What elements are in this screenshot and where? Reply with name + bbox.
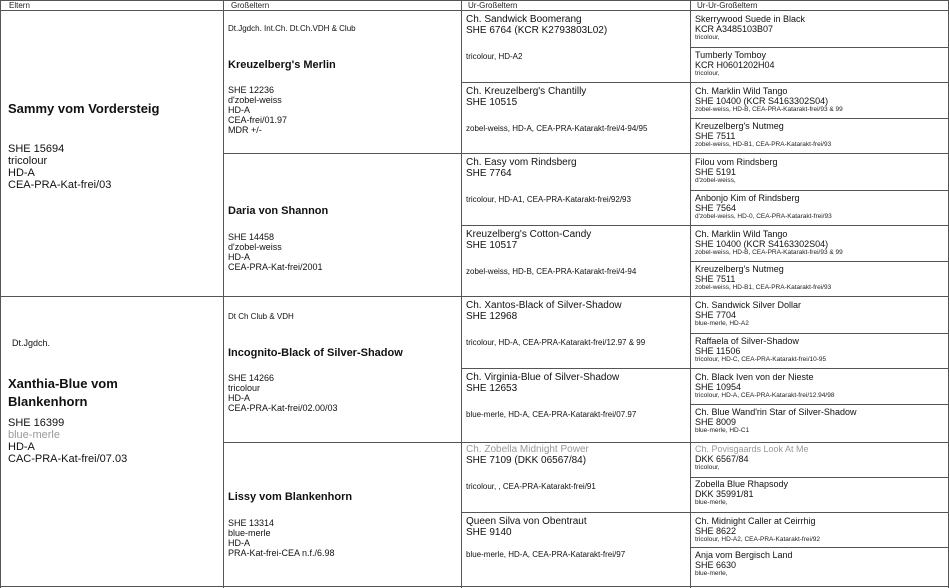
grandparent-detail: SHE 14266 bbox=[228, 373, 275, 383]
ggp-name: Ch. Virginia-Blue of Silver-Shadow bbox=[466, 372, 620, 383]
header-great-great-grandparents: Ur-Ur-Großeltern bbox=[697, 1, 758, 10]
grandparent-detail: CEA-frei/01.97 bbox=[228, 115, 288, 125]
gggp-registration: KCR H0601202H04 bbox=[695, 60, 775, 70]
great-great-grandparent-entry bbox=[695, 229, 947, 257]
ggp-name: Queen Silva von Obentraut bbox=[466, 516, 587, 527]
great-great-grandparent-entry bbox=[695, 157, 947, 185]
header-great-grandparents: Ur-Großeltern bbox=[468, 1, 518, 10]
ggp-registration: SHE 6764 (KCR K2793803L02) bbox=[466, 25, 608, 36]
gggp-name: Zobella Blue Rhapsody bbox=[695, 479, 789, 489]
grandparent-detail: tricolour bbox=[228, 383, 261, 393]
great-grandparent-entry bbox=[466, 444, 688, 466]
gggp-divider bbox=[690, 47, 949, 48]
gggp-name: Ch. Marklin Wild Tango bbox=[695, 229, 788, 239]
gggp-divider bbox=[690, 261, 949, 262]
gggp-info: blue-merle, HD-A2 bbox=[695, 320, 749, 327]
gggp-info: tricolour, HD-A2, CEA-PRA-Katarakt-frei/92 bbox=[695, 536, 820, 543]
gggp-registration: SHE 10954 bbox=[695, 382, 742, 392]
gggp-divider bbox=[690, 333, 949, 334]
gp-divider-3 bbox=[223, 442, 949, 443]
gggp-info: zobel-weiss, HD-B1, CEA-PRA-Katarakt-frei/93 bbox=[695, 141, 832, 148]
header-grandparents: Großeltern bbox=[231, 1, 270, 10]
great-great-grandparent-entry bbox=[695, 407, 947, 435]
parent-detail: SHE 16399 bbox=[8, 417, 65, 429]
ggp-name: Ch. Xantos-Black of Silver-Shadow bbox=[466, 300, 622, 311]
gggp-name: Raffaela of Silver-Shadow bbox=[695, 336, 799, 346]
gggp-registration: SHE 7511 bbox=[695, 274, 736, 284]
gggp-name: Ch. Blue Wand'rin Star of Silver-Shadow bbox=[695, 407, 857, 417]
ggp-registration: SHE 7764 bbox=[466, 168, 512, 179]
great-great-grandparent-entry bbox=[695, 372, 947, 400]
ggp-info: blue-merle, HD-A, CEA-PRA-Katarakt-frei/97 bbox=[466, 550, 626, 559]
great-great-grandparent-entry bbox=[695, 264, 947, 292]
gggp-name: Ch. Sandwick Silver Dollar bbox=[695, 300, 802, 310]
col-divider-1 bbox=[0, 0, 1, 588]
gggp-info: tricolour, bbox=[695, 34, 720, 41]
ggp-info: zobel-weiss, HD-A, CEA-PRA-Katarakt-frei/4-94/95 bbox=[466, 124, 648, 133]
ggp-name: Ch. Kreuzelberg's Chantilly bbox=[466, 86, 587, 97]
gggp-registration: SHE 8009 bbox=[695, 417, 737, 427]
ggp-divider bbox=[461, 225, 949, 226]
ggp-name: Kreuzelberg's Cotton-Candy bbox=[466, 229, 592, 240]
gggp-name: Kreuzelberg's Nutmeg bbox=[695, 121, 784, 131]
gggp-registration: SHE 7564 bbox=[695, 203, 737, 213]
col-divider-2 bbox=[223, 0, 224, 588]
gggp-info: zobel-weiss, HD-B1, CEA-PRA-Katarakt-frei/93 bbox=[695, 284, 832, 291]
gggp-info: zobel-weiss, HD-B, CEA-PRA-Katarakt-frei/93 & 99 bbox=[695, 249, 843, 256]
gggp-name: Ch. Povisgaards Look At Me bbox=[695, 444, 809, 454]
grandparent-4 bbox=[228, 492, 458, 558]
grandparent-name: Daria von Shannon bbox=[228, 206, 329, 217]
gggp-name: Anja vom Bergisch Land bbox=[695, 550, 793, 560]
grandparent-detail: HD-A bbox=[228, 252, 250, 262]
gggp-registration: SHE 10400 (KCR S4163302S04) bbox=[695, 239, 829, 249]
grandparent-title: Dt.Jgdch. Int.Ch. Dt.Ch.VDH & Club bbox=[228, 24, 356, 33]
gggp-divider bbox=[690, 190, 949, 191]
ggp-info: tricolour, HD-A1, CEA-PRA-Katarakt-frei/92/93 bbox=[466, 195, 631, 204]
gggp-registration: SHE 7704 bbox=[695, 310, 737, 320]
parent-detail: SHE 15694 bbox=[8, 143, 65, 155]
grandparent-detail: CEA-PRA-Kat-frei/02.00/03 bbox=[228, 403, 338, 413]
gggp-info: d'zobel-weiss, bbox=[695, 177, 736, 184]
ggp-divider bbox=[461, 368, 949, 369]
gggp-divider bbox=[690, 477, 949, 478]
grandparent-detail: SHE 14458 bbox=[228, 232, 275, 242]
gggp-registration: DKK 6567/84 bbox=[695, 454, 749, 464]
gggp-info: tricolour, HD-A, CEA-PRA-Katarakt-frei/12.94/98 bbox=[695, 392, 835, 399]
ggp-info: tricolour, , CEA-PRA-Katarakt-frei/91 bbox=[466, 482, 596, 491]
ggp-info: blue-merle, HD-A, CEA-PRA-Katarakt-frei/07.97 bbox=[466, 410, 637, 419]
gggp-registration: DKK 35991/81 bbox=[695, 489, 754, 499]
parent-sire bbox=[8, 100, 220, 191]
great-great-grandparent-entry bbox=[695, 336, 947, 364]
great-great-grandparent-entry bbox=[695, 193, 947, 221]
parent-detail: tricolour bbox=[8, 155, 48, 167]
col-divider-3 bbox=[461, 0, 462, 588]
grandparent-name: Lissy vom Blankenhorn bbox=[228, 492, 353, 503]
ggp-registration: SHE 12968 bbox=[466, 311, 518, 322]
ggp-registration: SHE 10517 bbox=[466, 240, 518, 251]
gggp-name: Ch. Black Iven von der Nieste bbox=[695, 372, 814, 382]
grandparent-detail: HD-A bbox=[228, 105, 250, 115]
ggp-name: Ch. Sandwick Boomerang bbox=[466, 14, 582, 25]
parent-detail: blue-merle bbox=[8, 429, 60, 441]
gp-divider-1 bbox=[223, 153, 949, 154]
ggp-registration: SHE 9140 bbox=[466, 527, 512, 538]
parent-detail: HD-A bbox=[8, 441, 35, 453]
great-grandparent-entry bbox=[466, 372, 688, 394]
great-great-grandparent-entry bbox=[695, 444, 947, 472]
great-great-grandparent-entry bbox=[695, 516, 947, 544]
grandparent-3 bbox=[228, 312, 458, 413]
gggp-registration: SHE 10400 (KCR S4163302S04) bbox=[695, 96, 829, 106]
gggp-name: Ch. Midnight Caller at Ceirrhig bbox=[695, 516, 816, 526]
ggp-registration: SHE 12653 bbox=[466, 383, 518, 394]
ggp-name: Ch. Zobella Midnight Power bbox=[466, 444, 589, 455]
grandparent-2 bbox=[228, 206, 458, 272]
great-grandparent-entry bbox=[466, 86, 688, 108]
ggp-divider bbox=[461, 512, 949, 513]
gggp-divider bbox=[690, 404, 949, 405]
ggp-info: tricolour, HD-A2 bbox=[466, 52, 523, 61]
ggp-registration: SHE 10515 bbox=[466, 97, 518, 108]
gggp-name: Kreuzelberg's Nutmeg bbox=[695, 264, 784, 274]
ggp-divider bbox=[461, 82, 949, 83]
great-grandparent-entry bbox=[466, 516, 688, 538]
grandparent-title: Dt Ch Club & VDH bbox=[228, 312, 294, 321]
gggp-name: Skerrywood Suede in Black bbox=[695, 14, 806, 24]
gggp-divider bbox=[690, 547, 949, 548]
grandparent-name: Kreuzelberg's Merlin bbox=[228, 59, 336, 71]
great-great-grandparent-entry bbox=[695, 300, 947, 328]
gggp-info: blue-merle, bbox=[695, 499, 728, 506]
gggp-registration: SHE 5191 bbox=[695, 167, 737, 177]
grandparent-detail: blue-merle bbox=[228, 528, 271, 538]
great-great-grandparent-entry bbox=[695, 14, 947, 42]
gggp-registration: SHE 8622 bbox=[695, 526, 737, 536]
gggp-info: blue-merle, HD-C1 bbox=[695, 427, 750, 434]
grandparent-detail: SHE 12236 bbox=[228, 85, 275, 95]
parent-detail: HD-A bbox=[8, 167, 35, 179]
great-grandparent-entry bbox=[466, 157, 688, 179]
parent-detail: CEA-PRA-Kat-frei/03 bbox=[8, 179, 112, 191]
great-great-grandparent-entry bbox=[695, 50, 947, 78]
ggp-name: Ch. Easy vom Rindsberg bbox=[466, 157, 577, 168]
parent-title: Dt.Jgdch. bbox=[12, 338, 51, 348]
ggp-info: tricolour, HD-A, CEA-PRA-Katarakt-frei/12.97 & 99 bbox=[466, 338, 646, 347]
parent-divider bbox=[0, 296, 949, 297]
grandparent-1 bbox=[228, 24, 458, 135]
great-great-grandparent-entry bbox=[695, 479, 947, 507]
grandparent-detail: HD-A bbox=[228, 393, 250, 403]
grandparent-detail: d'zobel-weiss bbox=[228, 242, 282, 252]
gggp-name: Tumberly Tomboy bbox=[695, 50, 767, 60]
gggp-divider bbox=[690, 118, 949, 119]
great-grandparent-entry bbox=[466, 14, 688, 36]
grandparent-name: Incognito-Black of Silver-Shadow bbox=[228, 347, 403, 359]
parent-detail: CAC-PRA-Kat-frei/07.03 bbox=[8, 453, 128, 465]
ggp-info: zobel-weiss, HD-B, CEA-PRA-Katarakt-frei/4-94 bbox=[466, 267, 637, 276]
grandparent-detail: CEA-PRA-Kat-frei/2001 bbox=[228, 262, 323, 272]
col-divider-4 bbox=[690, 0, 691, 588]
great-great-grandparent-entry bbox=[695, 121, 947, 149]
bottom-border bbox=[0, 586, 949, 587]
grandparent-detail: PRA-Kat-frei-CEA n.f./6.98 bbox=[228, 548, 335, 558]
gggp-registration: SHE 6630 bbox=[695, 560, 737, 570]
gggp-info: tricolour, bbox=[695, 464, 720, 471]
gggp-registration: SHE 11506 bbox=[695, 346, 741, 356]
gggp-info: blue-merle, bbox=[695, 570, 728, 577]
gggp-name: Anbonjo Kim of Rindsberg bbox=[695, 193, 800, 203]
gggp-name: Filou vom Rindsberg bbox=[695, 157, 778, 167]
grandparent-detail: MDR +/- bbox=[228, 125, 262, 135]
great-great-grandparent-entry bbox=[695, 86, 947, 114]
gggp-name: Ch. Marklin Wild Tango bbox=[695, 86, 788, 96]
gggp-info: zobel-weiss, HD-B, CEA-PRA-Katarakt-frei/93 & 99 bbox=[695, 106, 843, 113]
great-grandparent-entry bbox=[466, 300, 688, 322]
gggp-info: d'zobel-weiss, HD-0, CEA-PRA-Katarakt-frei/93 bbox=[695, 213, 832, 220]
great-great-grandparent-entry bbox=[695, 550, 947, 578]
gggp-info: tricolour, bbox=[695, 70, 720, 77]
gggp-registration: KCR A3485103B07 bbox=[695, 24, 774, 34]
header-divider bbox=[0, 10, 949, 11]
parent-name: Sammy vom Vordersteig bbox=[8, 101, 160, 116]
parent-dam bbox=[8, 338, 220, 465]
grandparent-detail: SHE 13314 bbox=[228, 518, 275, 528]
grandparent-detail: d'zobel-weiss bbox=[228, 95, 282, 105]
grandparent-detail: HD-A bbox=[228, 538, 250, 548]
parent-name: Xanthia-Blue vom Blankenhorn bbox=[8, 376, 118, 409]
ggp-registration: SHE 7109 (DKK 06567/84) bbox=[466, 455, 587, 466]
gggp-info: tricolour, HD-C, CEA-PRA-Katarakt-frei/10-95 bbox=[695, 356, 827, 363]
gggp-registration: SHE 7511 bbox=[695, 131, 736, 141]
great-grandparent-entry bbox=[466, 229, 688, 251]
header-parents: Eltern bbox=[9, 1, 30, 10]
